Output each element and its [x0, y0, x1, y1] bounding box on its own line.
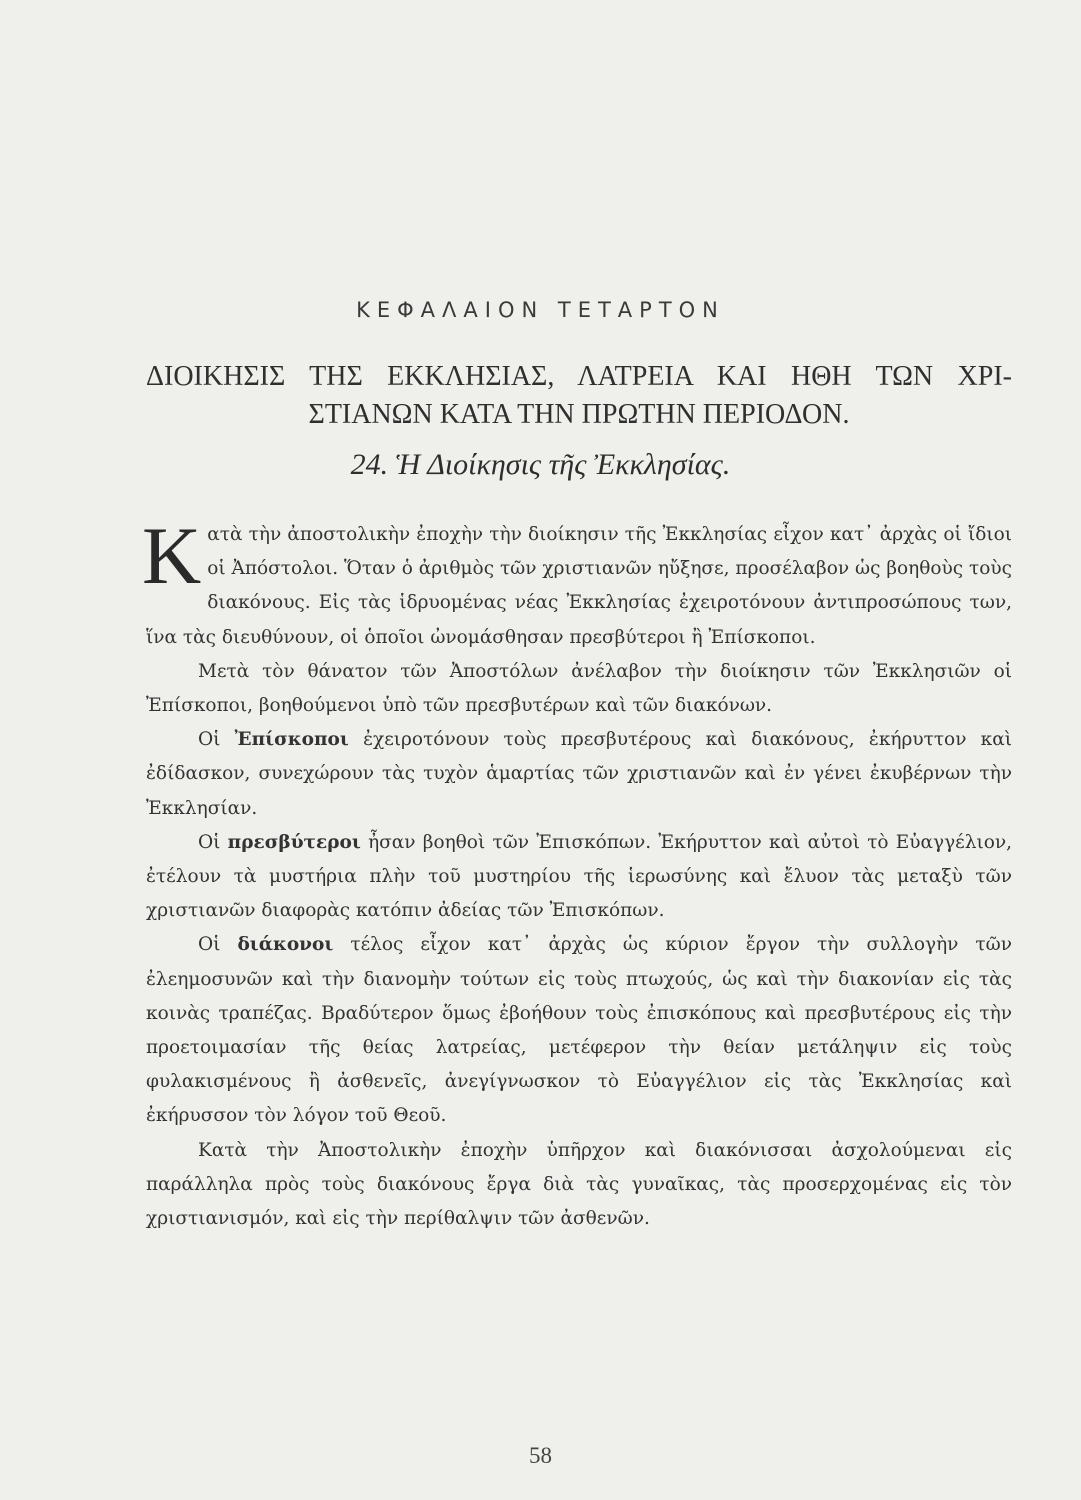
paragraph-2	[146, 655, 1012, 723]
drop-cap: Κ	[142, 510, 202, 601]
paragraph-3-text: ἐχειροτόνουν τοὺς πρεσβυτέρους καὶ διακόνους, ἐκήρυττον καὶ ἐδίδασκον, συνεχώρουν τὰς τυχὸν ἁμαρτίας τῶν χριστιανῶν καὶ ἐν γένει ἐκυβέρνων τὴν Ἐκκλησίαν.	[146, 729, 1012, 819]
paragraph-1-text: ατὰ τὴν ἀποστολικὴν ἐποχὴν τὴν διοίκησιν τῆς Ἐκκλησίας εἶχον κατ᾽ ἀρχὰς οἱ ἴδιοι οἱ Ἀπόστολοι. Ὅταν ὁ ἀριθμὸς τῶν χριστιανῶν ηὔξησε, προσέλαβον ὡς βοηθοὺς τοὺς διακόνους. Εἰς τὰς ἱδρυομένας νέας Ἐκκλησίας ἐχειροτόνουν ἀντιπροσώπους των, ἵνα τὰς διευθύνουν, οἱ ὁποῖοι ὠνομάσθησαν πρεσβύτεροι ἢ Ἐπίσκοποι.	[146, 524, 1012, 648]
paragraph-2-text: Μετὰ τὸν θάνατον τῶν Ἀποστόλων ἀνέλαβον τὴν διοίκησιν τῶν Ἐκκλησιῶν οἱ Ἐπίσκοποι, βοηθούμενοι ὑπὸ τῶν πρεσβυτέρων καὶ τῶν διακόνων.	[146, 660, 1012, 717]
chapter-title	[146, 358, 1012, 434]
body-text	[142, 510, 1012, 1236]
chapter-title-line-1: ΔΙΟΙΚΗΣΙΣ ΤΗΣ ΕΚΚΛΗΣΙΑΣ, ΛΑΤΡΕΙΑ ΚΑΙ ΗΘΗ ΤΩΝ ΧΡΙ-	[146, 361, 1012, 392]
paragraph-1	[142, 510, 1012, 655]
paragraph-6-text: Κατὰ τὴν Ἀποστολικὴν ἐποχὴν ὑπῆρχον καὶ διακόνισσαι ἀσχολούμεναι εἰς παράλληλα πρὸς τοὺς διακόνους ἔργα διὰ τὰς γυναῖκας, τὰς προσερχομένας εἰς τὸν χριστιανισμόν, καὶ εἰς τὴν περίθαλψιν τῶν ἀσθενῶν.	[146, 1139, 1012, 1230]
paragraph-4-text: ἦσαν βοηθοὶ τῶν Ἐπισκόπων. Ἐκήρυττον καὶ αὐτοὶ τὸ Εὐαγγέλιον, ἐτέλουν τὰ μυστήρια πλὴν τοῦ μυστηρίου τῆς ἱερωσύνης καὶ ἔλυον τὰς μεταξὺ τῶν χριστιανῶν διαφορὰς κατόπιν ἀδείας τῶν Ἐπισκόπων.	[146, 831, 1012, 922]
paragraph-4-pre: Οἱ	[198, 831, 221, 853]
paragraph-5	[146, 928, 1012, 1133]
term-deacons: διάκονοι	[237, 934, 334, 956]
paragraph-5-text: τέλος εἶχον κατ᾽ ἀρχὰς ὡς κύριον ἔργον τὴν συλλογὴν τῶν ἐλεημοσυνῶν καὶ τὴν διανομὴν τούτων εἰς τοὺς πτωχούς, ὡς καὶ τὴν διακονίαν εἰς τὰς κοινὰς τραπέζας. Βραδύτερον ὅμως ἐβοήθουν τοὺς ἐπισκόπους καὶ πρεσβυτέρους εἰς τὴν προετοιμασίαν τῆς θείας λατρείας, μετέφερον τὴν θείαν μετάληψιν εἰς τοὺς φυλακισμένους ἢ ἀσθενεῖς, ἀνεγίγνωσκον τὸ Εὐαγγέλιον εἰς τὰς Ἐκκλησίας καὶ ἐκήρυσσον τὸν λόγον τοῦ Θεοῦ.	[146, 934, 1012, 1127]
chapter-label: ΚΕΦΑΛΑΙΟΝ ΤΕΤΑΡΤΟΝ	[356, 298, 725, 322]
page-number: 58	[529, 1443, 552, 1468]
paragraph-3-pre: Οἱ	[198, 729, 221, 751]
section-title: 24. Ἡ Διοίκησις τῆς Ἐκκλησίας.	[350, 448, 731, 481]
paragraph-6	[146, 1134, 1012, 1237]
term-bishops: Ἐπίσκοποι	[234, 729, 349, 751]
term-presbyters: πρεσβύτεροι	[227, 831, 361, 853]
paragraph-4	[146, 826, 1012, 929]
paragraph-5-pre: Οἱ	[198, 934, 221, 956]
chapter-title-line-2: ΣΤΙΑΝΩΝ ΚΑΤΑ ΤΗΝ ΠΡΩΤΗΝ ΠΕΡΙΟΔΟΝ.	[308, 399, 850, 430]
paragraph-3	[146, 723, 1012, 826]
